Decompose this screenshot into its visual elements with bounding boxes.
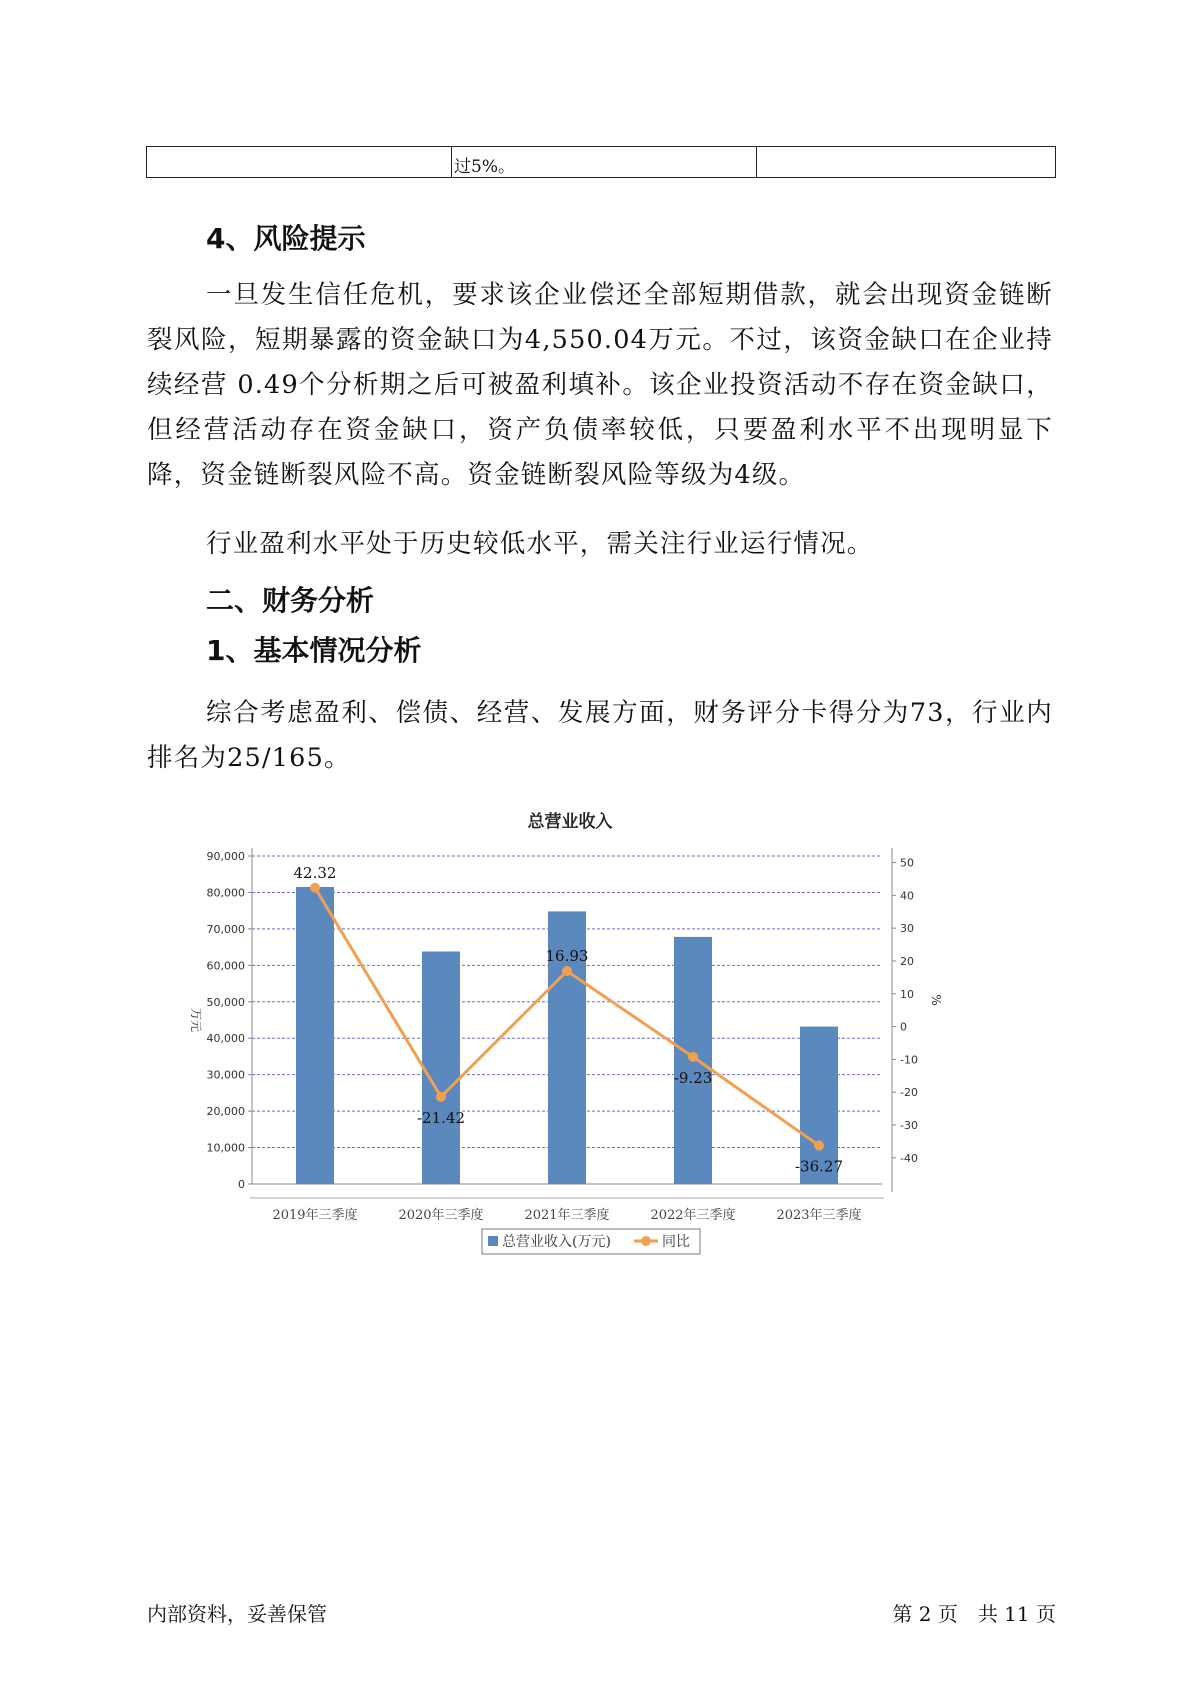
y-tick-label: 80,000 bbox=[206, 886, 245, 900]
yoy-point bbox=[814, 1141, 824, 1151]
y-axis-title: 万元 bbox=[189, 1007, 203, 1033]
risk-paragraph: 一旦发生信任危机，要求该企业偿还全部短期借款，就会出现资金链断裂风险，短期暴露的资金缺口为4,550.04万元。不过，该资金缺口在企业持续经营 0.49个分析期之后可被盈利填补。该企业投资活动不存在资金缺口，但经营活动存在资金缺口，资产负债率较低，只要盈利水平不出现明显下降，资金链断裂风险不高。资金链断裂风险等级为4级。 bbox=[147, 280, 1053, 490]
y-tick-label: 0 bbox=[238, 1178, 245, 1191]
footer-confidential: 内部资料，妥善保管 bbox=[147, 1602, 327, 1626]
bar bbox=[296, 887, 334, 1184]
legend-swatch-point bbox=[641, 1236, 651, 1246]
industry-paragraph: 行业盈利水平处于历史较低水平，需关注行业运行情况。 bbox=[206, 529, 874, 559]
y-right-tick-label: -30 bbox=[900, 1118, 918, 1132]
legend-label-line: 同比 bbox=[662, 1234, 690, 1250]
x-tick-label: 2022年三季度 bbox=[650, 1208, 736, 1223]
yoy-point bbox=[310, 883, 320, 893]
y-tick-label: 10,000 bbox=[206, 1141, 245, 1155]
x-tick-label: 2020年三季度 bbox=[398, 1208, 484, 1223]
data-label: -21.42 bbox=[416, 1108, 466, 1127]
y-right-tick-label: 0 bbox=[900, 1020, 907, 1034]
legend-swatch-bar bbox=[488, 1236, 498, 1246]
data-label: -9.23 bbox=[673, 1068, 713, 1087]
table-cell bbox=[757, 147, 1055, 177]
yoy-point bbox=[436, 1092, 446, 1102]
y-tick-label: 60,000 bbox=[206, 959, 245, 973]
legend-label-bar: 总营业收入(万元) bbox=[502, 1234, 611, 1250]
section-heading-finance: 二、财务分析 bbox=[206, 584, 375, 617]
bar bbox=[422, 951, 460, 1184]
revenue-chart bbox=[170, 800, 970, 1270]
score-paragraph: 综合考虑盈利、偿债、经营、发展方面，财务评分卡得分为73，行业内排名为25/165。 bbox=[147, 698, 1053, 773]
y-right-tick-label: -10 bbox=[900, 1053, 918, 1067]
subsection-heading-basic: 1、基本情况分析 bbox=[206, 634, 422, 667]
x-tick-label: 2021年三季度 bbox=[524, 1208, 610, 1223]
y-right-axis-title: % bbox=[929, 994, 943, 1006]
yoy-point bbox=[562, 966, 572, 976]
chart-title: 总营业收入 bbox=[527, 812, 613, 832]
y-right-tick-label: 40 bbox=[900, 889, 914, 903]
y-tick-label: 20,000 bbox=[206, 1105, 245, 1119]
y-right-tick-label: 10 bbox=[900, 987, 914, 1001]
yoy-point bbox=[688, 1052, 698, 1062]
table-fragment bbox=[146, 146, 1056, 178]
section-heading-risk: 4、风险提示 bbox=[206, 222, 366, 255]
y-tick-label: 50,000 bbox=[206, 995, 245, 1009]
table-cell: 过5%。 bbox=[452, 147, 757, 177]
table-cell bbox=[147, 147, 452, 177]
x-tick-label: 2023年三季度 bbox=[776, 1208, 862, 1223]
y-tick-label: 90,000 bbox=[206, 850, 245, 863]
y-right-tick-label: 20 bbox=[900, 954, 914, 968]
data-label: -36.27 bbox=[794, 1157, 844, 1176]
x-tick-label: 2019年三季度 bbox=[272, 1208, 358, 1223]
y-right-tick-label: 30 bbox=[900, 922, 914, 936]
data-label: 16.93 bbox=[545, 947, 589, 966]
y-right-tick-label: -40 bbox=[900, 1151, 918, 1165]
footer-page-number: 第 2 页 共 11 页 bbox=[892, 1602, 1056, 1626]
chart-canvas bbox=[170, 800, 970, 1270]
y-right-tick-label: -20 bbox=[900, 1086, 918, 1100]
y-tick-label: 70,000 bbox=[206, 922, 245, 936]
y-tick-label: 40,000 bbox=[206, 1032, 245, 1046]
y-tick-label: 30,000 bbox=[206, 1068, 245, 1082]
y-right-tick-label: 50 bbox=[900, 856, 914, 870]
data-label: 42.32 bbox=[293, 863, 337, 882]
